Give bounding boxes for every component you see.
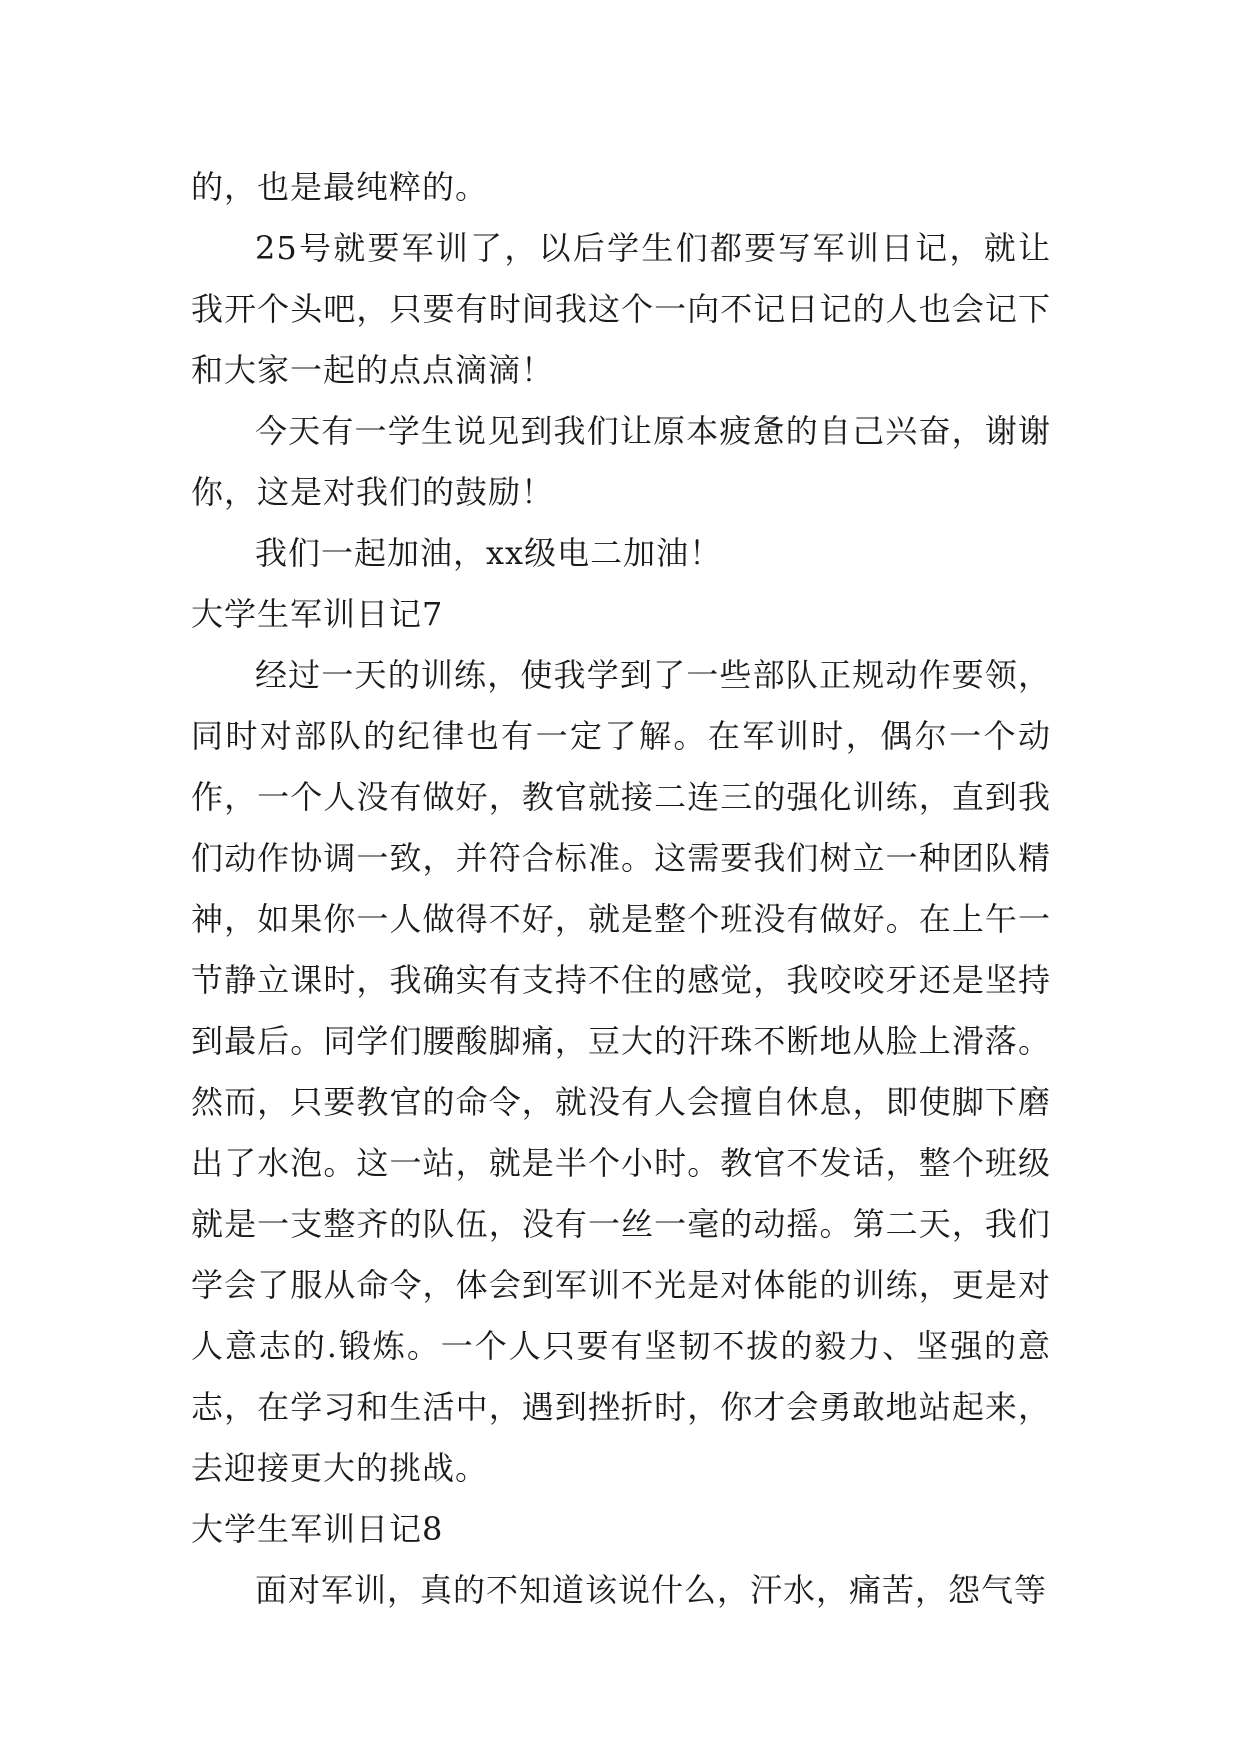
section-heading-diary-7: 大学生军训日记7 [191, 595, 444, 633]
paragraph-encouragement: 今天有一学生说见到我们让原本疲惫的自己兴奋，谢谢你，这是对我们的鼓励！ [191, 412, 1051, 511]
paragraph-diary-7-body: 经过一天的训练，使我学到了一些部队正规动作要领，同时对部队的纪律也有一定了解。在军训时，偶尔一个动作，一个人没有做好，教官就接二连三的强化训练，直到我们动作协调一致，并符合标准。这需要我们树立一种团队精神，如果你一人做得不好，就是整个班没有做好。在上午一节静立课时，我确实有支持不住的感觉，我咬咬牙还是坚持到最后。同学们腰酸脚痛，豆大的汗珠不断地从脸上滑落。然而，只要教官的命令，就没有人会擅自休息，即使脚下磨出了水泡。这一站，就是半个小时。教官不发话，整个班级就是一支整齐的队伍，没有一丝一毫的动摇。第二天，我们学会了服从命令，体会到军训不光是对体能的训练，更是对人意志的.锻炼。一个人只要有坚韧不拔的毅力、坚强的意志，在学习和生活中，遇到挫折时，你才会勇敢地站起来，去迎接更大的挑战。 [191, 656, 1051, 1487]
section-heading-diary-8: 大学生军训日记8 [191, 1510, 444, 1548]
paragraph-military-training-diary: 25号就要军训了，以后学生们都要写军训日记，就让我开个头吧，只要有时间我这个一向不记日记的人也会记下和大家一起的点点滴滴！ [191, 229, 1051, 389]
paragraph-continuation: 的，也是最纯粹的。 [191, 168, 489, 206]
paragraph-cheer: 我们一起加油，xx级电二加油！ [255, 534, 723, 572]
paragraph-diary-8-body: 面对军训，真的不知道该说什么，汗水，痛苦，怨气等 [255, 1571, 1048, 1609]
document-body [191, 157, 1051, 1621]
